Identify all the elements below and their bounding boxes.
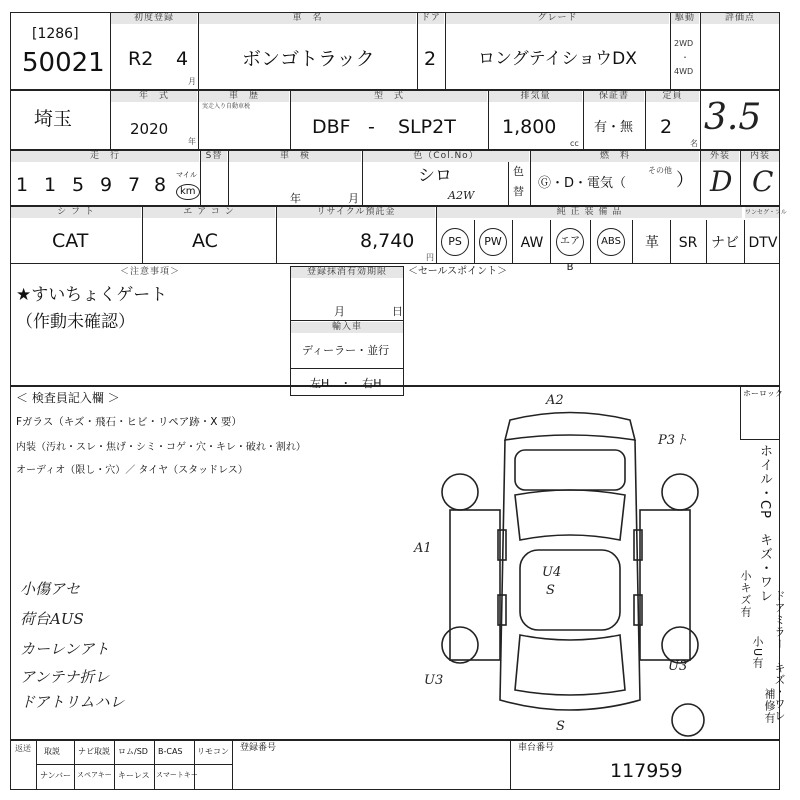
- drive-label: 駆動: [671, 13, 699, 24]
- inspector-label: ＜ 検査員記入欄 ＞: [16, 391, 120, 405]
- charge-value: 有・無: [594, 120, 634, 135]
- inspection-label: 車 検: [229, 151, 361, 162]
- shift-label: シ フ ト: [11, 207, 141, 218]
- footer-item-4: B-CAS: [158, 747, 183, 756]
- dealer: ディーラー・並行: [302, 344, 390, 357]
- region: 埼玉: [34, 108, 73, 130]
- side-text-1: ホイル・CP キズ・ワレ: [757, 444, 772, 603]
- recycle-unit: 円: [426, 253, 434, 262]
- first-reg-label: 初度登録: [111, 13, 197, 24]
- equipment-label: 純 正 装 備 品: [437, 207, 742, 218]
- color: シロ: [418, 166, 452, 186]
- frame-label: 車台番号: [518, 743, 555, 753]
- grade: ロングテイショウDX: [478, 49, 637, 69]
- mileage-d0: 1: [16, 174, 29, 196]
- mark-u3-left: U3: [424, 673, 444, 688]
- mark-u3-right: U3: [668, 659, 688, 674]
- equip-aw: AW: [520, 235, 544, 251]
- glass-line: Fガラス（キズ・飛石・ヒビ・リペア跡・X 要）: [16, 416, 242, 428]
- mark-a2: A2: [546, 393, 564, 408]
- drive-2wd: 2WD: [674, 39, 694, 48]
- side-text-2: ドアミラー キズ・ワレ: [773, 590, 786, 722]
- mileage-d1: 1: [44, 174, 57, 196]
- meter-label: S替: [201, 151, 227, 162]
- model-label: 型 式: [291, 91, 487, 102]
- mileage-unit-top: マイル: [176, 171, 197, 179]
- side-small-1: 小キズ有: [739, 570, 752, 618]
- color-code: A2W: [448, 189, 475, 202]
- mark-a1: A1: [414, 541, 432, 556]
- displacement-label: 排気量: [489, 91, 582, 102]
- caution-line-2: （作動未確認）: [16, 312, 135, 332]
- import-label: 輸入車: [291, 322, 403, 333]
- model-dash: -: [368, 116, 375, 138]
- reg-label: 登録抹消有効期限: [291, 267, 403, 278]
- footer-side-label: 返送: [15, 744, 31, 753]
- capacity: 2: [660, 116, 673, 138]
- recycle-amount: 8,740: [360, 230, 415, 252]
- car-damage-diagram: [420, 400, 720, 740]
- hand-note-4: アンテナ折レ: [20, 668, 110, 686]
- repaint-2: 替: [513, 185, 524, 198]
- mark-p3: P3ト: [658, 433, 689, 448]
- mark-s-bottom: S: [556, 719, 565, 734]
- audio-line: オーディオ（限し・穴）／ タイヤ（スタッドレス）: [16, 465, 248, 476]
- hand-note-3: カーレンアト: [20, 640, 110, 658]
- sales-label: ＜セールスポイント＞: [408, 266, 508, 277]
- equip-pw: PW: [479, 228, 507, 256]
- doors: 2: [424, 48, 437, 70]
- history-label: 車 歴: [199, 91, 289, 102]
- footer-item-7: スペアキー: [77, 771, 112, 779]
- car-name: ボンゴトラック: [242, 48, 375, 70]
- equip-leather: 革: [645, 235, 659, 251]
- interior-line: 内装（汚れ・スレ・焦げ・シミ・コゲ・穴・キレ・破れ・割れ）: [16, 442, 306, 453]
- recycle-label: リサイクル預託金: [277, 207, 435, 218]
- fuel-other: その他: [648, 166, 672, 175]
- footer-item-1: 取説: [44, 747, 60, 756]
- hand-note-5: ドアトリムハレ: [20, 693, 125, 711]
- mark-u4: U4: [542, 565, 562, 580]
- first-reg-month: 4: [176, 48, 189, 70]
- score-label: 評価点: [701, 13, 779, 24]
- reg-no-label: 登録番号: [240, 743, 277, 753]
- equip-navi: ナビ: [711, 235, 739, 251]
- inspection-month: 月: [348, 192, 359, 205]
- fuel-close: ）: [676, 170, 694, 191]
- grade-label: グレード: [446, 13, 669, 24]
- capacity-label: 定員: [646, 91, 699, 102]
- footer-item-3: ロム/SD: [118, 747, 148, 756]
- footer-item-5: リモコン: [197, 747, 229, 756]
- shift: CAT: [52, 230, 89, 252]
- year-label: 年 式: [111, 91, 197, 102]
- caution-line-1: ★すいちょくゲート: [16, 285, 168, 305]
- lot-bracket: [1286]: [32, 26, 79, 42]
- lot-number: 50021: [22, 48, 105, 78]
- color-label: 色（Col.No）: [363, 151, 529, 162]
- mileage-label: 走 行: [11, 151, 199, 162]
- year: 2020: [130, 120, 169, 138]
- history-note: 実走入り自動車税: [202, 103, 251, 110]
- equip-ps: PS: [441, 228, 469, 256]
- model-code: SLP2T: [398, 116, 456, 138]
- mileage-d5: 8: [154, 174, 167, 196]
- year-suffix: 年: [188, 137, 196, 146]
- drive-dot: ・: [681, 53, 689, 62]
- equip-sr: SR: [678, 235, 698, 251]
- ac-label: エ ア コ ン: [143, 207, 275, 218]
- hand-note-1: 小傷アセ: [20, 580, 80, 598]
- mileage-d3: 9: [100, 174, 113, 196]
- first-reg-era: R2: [128, 48, 154, 70]
- displacement: 1,800: [502, 116, 557, 138]
- caution-label: ＜注意事項＞: [119, 267, 180, 277]
- equip-abs: ABS: [597, 228, 625, 256]
- equip-airbag: エアB: [556, 228, 584, 256]
- inspection-year: 年: [290, 192, 301, 205]
- footer-item-6: ナンバー: [40, 771, 72, 780]
- cc-unit: cc: [570, 139, 579, 148]
- frame-number: 117959: [610, 760, 683, 782]
- sub-label: ワンセグ・フル: [745, 209, 787, 216]
- ac: AC: [192, 230, 218, 252]
- repaint-label: 色: [513, 165, 524, 178]
- charge-label: 保証書: [584, 91, 644, 102]
- fuel-label: 燃 料: [531, 151, 699, 162]
- score-value: 3.5: [704, 97, 762, 138]
- side-small-3: 補修有: [763, 688, 776, 724]
- footer-item-2: ナビ取説: [78, 747, 110, 756]
- footer-item-9: スマートキー: [156, 771, 198, 779]
- model-prefix: DBF: [312, 116, 351, 138]
- door-label: ドア: [418, 13, 444, 24]
- reg-day: 日: [392, 305, 403, 318]
- equip-dtv: DTV: [748, 235, 778, 251]
- side-small-2: 小U有: [751, 636, 764, 670]
- car-name-label: 車 名: [199, 13, 416, 24]
- month-suffix: 月: [188, 77, 196, 86]
- mark-s: S: [546, 583, 555, 598]
- interior-label: 内装: [741, 151, 779, 162]
- hand-note-2: 荷台AUS: [20, 610, 84, 628]
- exterior-label: 外装: [701, 151, 739, 162]
- footer-item-8: キーレス: [118, 771, 150, 780]
- mileage-d4: 7: [128, 174, 141, 196]
- exterior-grade: D: [710, 165, 733, 198]
- drive-4wd: 4WD: [674, 67, 694, 76]
- mileage-unit: km: [176, 184, 200, 200]
- handle: 左H ・ 右H: [310, 377, 382, 390]
- reg-month: 月: [334, 305, 345, 318]
- interior-grade: C: [752, 165, 774, 198]
- fuel-value: Ⓖ・D・電気（: [538, 176, 627, 191]
- mileage-d2: 5: [72, 174, 85, 196]
- side-label: ホーロック: [743, 389, 783, 398]
- capacity-unit: 名: [690, 139, 698, 148]
